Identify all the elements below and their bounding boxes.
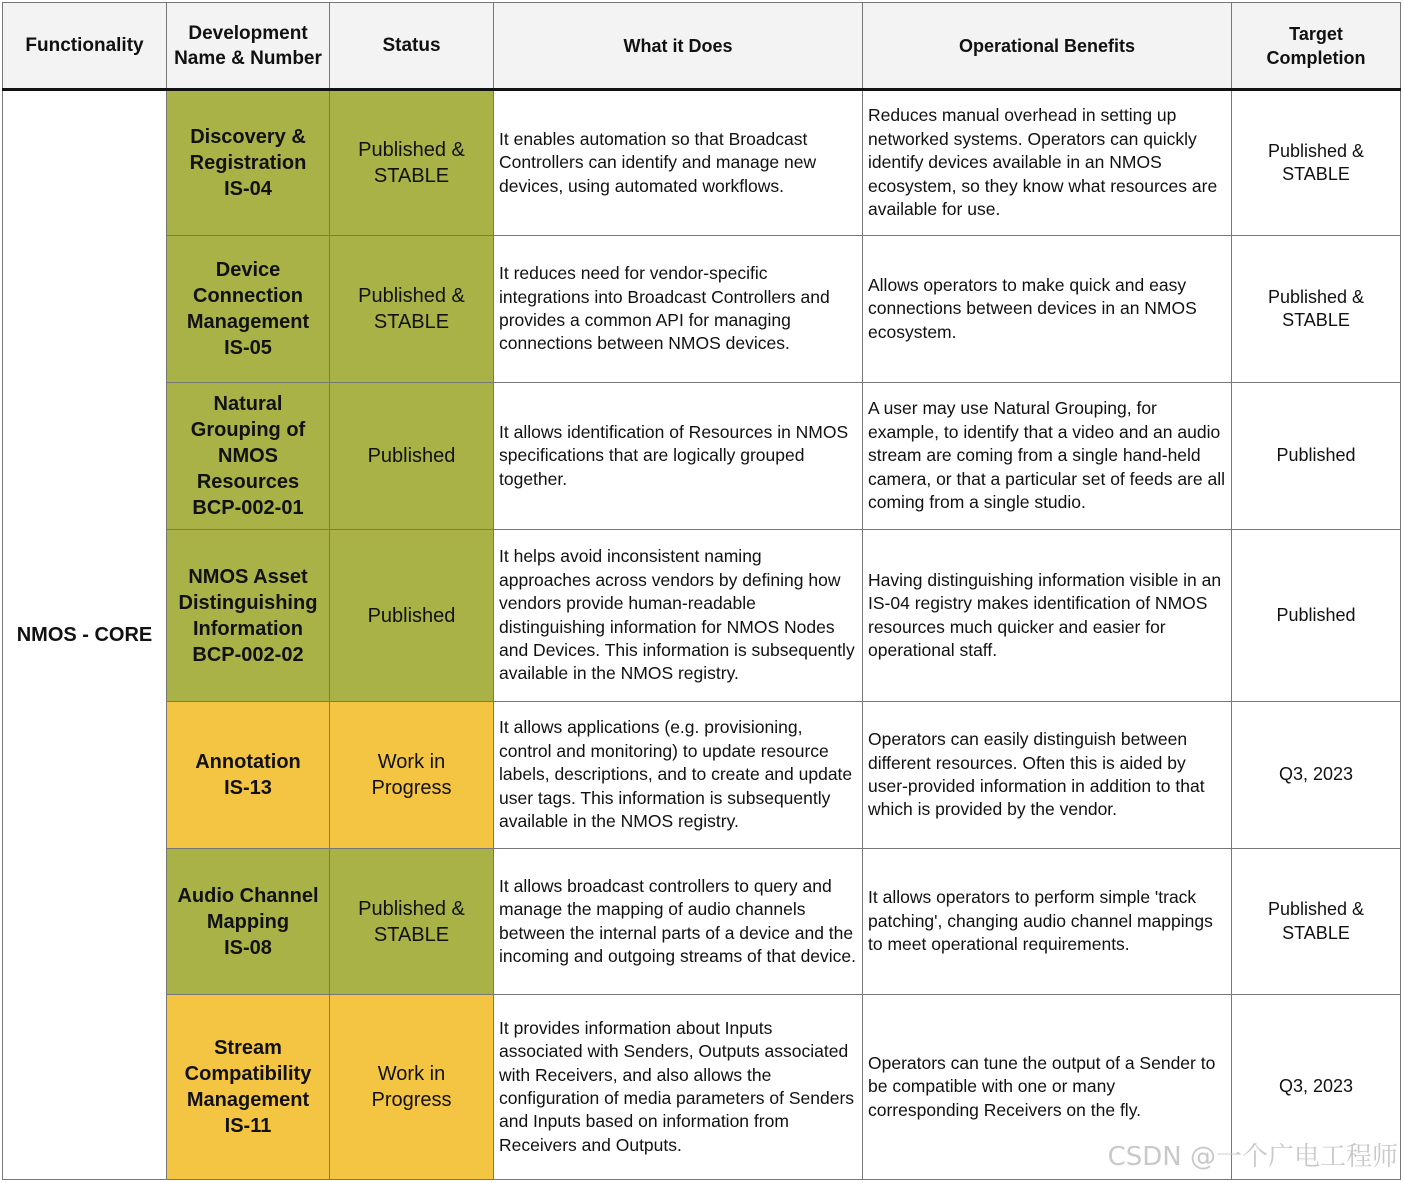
- what-it-does-cell: It helps avoid inconsistent naming approaches across vendors by defining how vendors provide human-readable distinguishing information for NMOS Nodes and Devices. This information is subsequently available in the NMOS registry.: [494, 530, 863, 702]
- operational-benefits-cell: Allows operators to make quick and easy connections between devices in an NMOS ecosystem.: [863, 236, 1232, 383]
- dev-name-line: IS-05: [224, 337, 272, 359]
- dev-name-cell: [167, 702, 330, 849]
- status-line: STABLE: [373, 311, 450, 333]
- dev-name-line: BCP-002-01: [192, 497, 304, 519]
- status-cell: [330, 530, 494, 702]
- dev-name-line: NMOS Asset: [188, 565, 308, 588]
- header-target-completion: [1232, 3, 1401, 90]
- status-cell: [330, 236, 494, 383]
- dev-name-line: Annotation: [195, 751, 301, 773]
- target-completion-cell: [1232, 236, 1401, 383]
- header-operational-benefits: Operational Benefits: [863, 3, 1232, 90]
- dev-name-line: Grouping of: [190, 419, 306, 441]
- what-it-does-cell: It allows applications (e.g. provisioning, control and monitoring) to update resource labels, descriptions, and to create and update user tags. This information is subsequently available in the NMOS registry.: [494, 702, 863, 849]
- dev-name-cell: [167, 90, 330, 236]
- target-completion-cell: [1232, 849, 1401, 995]
- header-dev-name: Development Name & Number: [167, 3, 330, 90]
- dev-name-cell: [167, 849, 330, 995]
- dev-name-line: Compatibility: [184, 1063, 312, 1085]
- target-line: STABLE: [1282, 164, 1350, 184]
- table-row: [3, 90, 1401, 236]
- status-line: STABLE: [373, 923, 450, 946]
- what-it-does-cell: It allows identification of Resources in NMOS specifications that are logically grouped together.: [494, 383, 863, 530]
- operational-benefits-cell: Operators can easily distinguish between different resources. Often this is aided by user-provided information in addition to that which is provided by the vendor.: [863, 702, 1232, 849]
- dev-name-line: Mapping: [206, 910, 290, 933]
- target-completion-cell: [1232, 383, 1401, 530]
- target-completion-cell: [1232, 702, 1401, 849]
- dev-name-line: IS-13: [224, 777, 272, 799]
- status-line: Work in: [377, 1063, 446, 1085]
- status-cell: [330, 90, 494, 236]
- dev-name-cell: [167, 236, 330, 383]
- dev-name-line: Information: [193, 617, 303, 640]
- header-status: Status: [330, 3, 494, 90]
- nmos-core-table: [2, 2, 1401, 1180]
- target-line: Q3, 2023: [1278, 1076, 1354, 1097]
- dev-name-line: NMOS: [218, 445, 278, 467]
- target-line: Q3, 2023: [1278, 764, 1354, 785]
- status-line: Published &: [358, 285, 465, 307]
- functionality-cell: NMOS - CORE: [3, 90, 167, 1180]
- what-it-does-cell: It reduces need for vendor-specific integrations into Broadcast Controllers and provides a common API for managing connections between NMOS devices.: [494, 236, 863, 383]
- target-line: Published &: [1267, 899, 1365, 919]
- dev-name-line: IS-04: [224, 178, 272, 200]
- watermark: CSDN @一个广电工程师: [1107, 1142, 1398, 1172]
- target-line: Published &: [1267, 140, 1365, 161]
- header-target-completion-text: Target Completion: [1266, 23, 1366, 68]
- table-row: [3, 702, 1401, 849]
- status-line: Published: [367, 604, 456, 627]
- operational-benefits-cell: It allows operators to perform simple 'track patching', changing audio channel mappings to meet operational requirements.: [863, 849, 1232, 995]
- status-line: Progress: [371, 1089, 452, 1111]
- dev-name-line: Distinguishing: [178, 591, 318, 614]
- target-completion-cell: [1232, 90, 1401, 236]
- status-cell: [330, 702, 494, 849]
- header-row: [3, 3, 1401, 90]
- status-line: Published &: [358, 139, 465, 161]
- target-line: STABLE: [1282, 310, 1350, 330]
- status-line: Published &: [358, 897, 465, 920]
- dev-name-line: Connection: [193, 285, 303, 307]
- table-row: [3, 849, 1401, 995]
- dev-name-line: Resources: [196, 471, 300, 493]
- status-cell: [330, 995, 494, 1180]
- table-row: [3, 236, 1401, 383]
- dev-name-cell: [167, 530, 330, 702]
- operational-benefits-cell: Reduces manual overhead in setting up networked systems. Operators can quickly identify devices available in an NMOS ecosystem, so they know what resources are available for use.: [863, 90, 1232, 236]
- dev-name-cell: [167, 383, 330, 530]
- status-line: STABLE: [373, 165, 450, 187]
- dev-name-line: Stream: [214, 1037, 282, 1059]
- target-completion-cell: [1232, 530, 1401, 702]
- status-cell: [330, 849, 494, 995]
- dev-name-line: Discovery &: [190, 126, 306, 148]
- header-functionality: Functionality: [3, 3, 167, 90]
- status-line: Published: [367, 445, 456, 467]
- operational-benefits-cell: Operators can tune the output of a Sender to be compatible with one or many corresponding Receivers on the fly.: [863, 995, 1232, 1180]
- what-it-does-cell: It allows broadcast controllers to query and manage the mapping of audio channels between the internal parts of a device and the incoming and outgoing streams of that device.: [494, 849, 863, 995]
- dev-name-cell: [167, 995, 330, 1180]
- dev-name-line: IS-11: [224, 1115, 272, 1137]
- status-line: Progress: [371, 777, 452, 799]
- target-line: STABLE: [1282, 922, 1350, 943]
- status-cell: [330, 383, 494, 530]
- target-line: Published &: [1267, 286, 1365, 307]
- operational-benefits-cell: A user may use Natural Grouping, for example, to identify that a video and an audio stream are coming from a single hand-held camera, or that a particular set of feeds are all coming from a single studio.: [863, 383, 1232, 530]
- table-row: [3, 530, 1401, 702]
- dev-name-line: IS-08: [224, 936, 272, 959]
- dev-name-line: Natural: [213, 393, 283, 415]
- target-line: Published: [1276, 445, 1356, 466]
- dev-name-line: Device: [215, 259, 281, 281]
- header-what-it-does: What it Does: [494, 3, 863, 90]
- dev-name-line: BCP-002-02: [192, 643, 304, 666]
- dev-name-line: Registration: [189, 152, 307, 174]
- operational-benefits-cell: Having distinguishing information visible in an IS-04 registry makes identification of NMOS resources much quicker and easier for operational staff.: [863, 530, 1232, 702]
- target-line: Published: [1276, 604, 1356, 625]
- table-row: [3, 383, 1401, 530]
- dev-name-line: Audio Channel: [177, 884, 319, 907]
- dev-name-line: Management: [186, 311, 310, 333]
- dev-name-line: Management: [186, 1089, 310, 1111]
- what-it-does-cell: It enables automation so that Broadcast Controllers can identify and manage new devices, using automated workflows.: [494, 90, 863, 236]
- status-line: Work in: [377, 751, 446, 773]
- what-it-does-cell: It provides information about Inputs associated with Senders, Outputs associated with Receivers, and also allows the configuration of media parameters of Senders and Inputs based on information from Receivers and Outputs.: [494, 995, 863, 1180]
